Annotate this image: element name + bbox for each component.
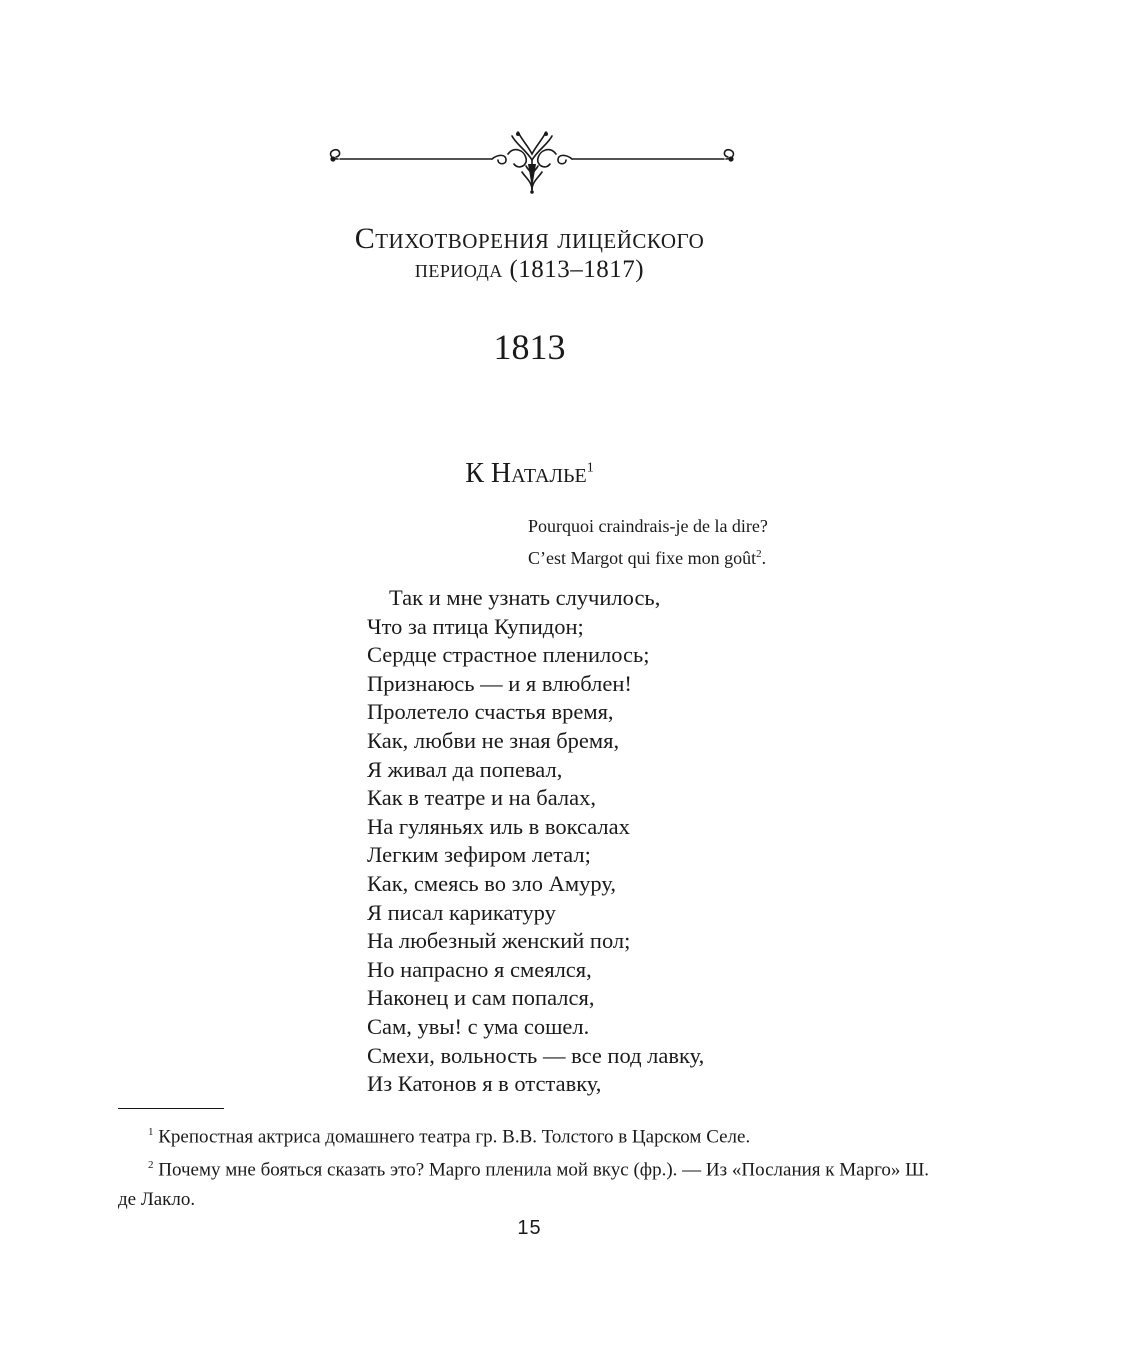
footnote-2: [118, 1151, 948, 1213]
footnote-ref-1: 1: [586, 460, 594, 476]
verse-line: Наконец и сам попался,: [367, 985, 595, 1011]
footnote-separator: [118, 1108, 224, 1109]
epigraph-line-2: [528, 540, 768, 572]
poem-verse: [367, 584, 704, 1099]
verse-line: Из Катонов я в отставку,: [367, 1071, 602, 1097]
verse-line: Но напрасно я смеялся,: [367, 956, 592, 982]
footnotes: [118, 1118, 948, 1214]
verse-line: Признаюсь — и я влюблен!: [367, 670, 632, 696]
verse-line: На любезный женский пол;: [367, 928, 631, 954]
footnote-marker: 2: [148, 1159, 154, 1172]
verse-line: Легким зефиром летал;: [367, 842, 591, 868]
poem-title-text: К Наталье: [465, 458, 587, 489]
verse-line: Сердце страстное пленилось;: [367, 642, 650, 668]
verse-line: На гуляньях иль в воксалах: [367, 813, 630, 839]
footnote-marker: 1: [148, 1126, 154, 1138]
verse-line: Я писал карикатуру: [367, 899, 556, 925]
verse-line: Как в театре и на балах,: [367, 785, 597, 811]
footnote-ref-2: 2: [756, 548, 762, 560]
verse-line: Так и мне узнать случилось,: [389, 585, 661, 610]
epigraph-line-2-text: C’est Margot qui fixe mon goût: [528, 548, 757, 568]
epigraph: [528, 512, 768, 572]
footnote-1: [118, 1118, 948, 1151]
verse-line: Я живал да попевал,: [367, 756, 563, 782]
year-heading: 1813: [493, 327, 566, 367]
poem-title: [0, 458, 1059, 490]
verse-line: Как, смеясь во зло Амуру,: [367, 870, 616, 896]
verse-line: Пролетело счастья время,: [367, 699, 614, 725]
epigraph-line-1: Pourquoi craindrais-je de la dire?: [528, 516, 768, 536]
page-number: 15: [517, 1217, 542, 1239]
ornament-divider-icon: [322, 124, 742, 196]
verse-line: Смехи, вольность — все под лавку,: [367, 1042, 705, 1068]
verse-line: Как, любви не зная бремя,: [367, 727, 620, 753]
section-title-line-1: Стихотворения лицейского: [354, 222, 705, 255]
verse-line: Сам, увы! с ума сошел.: [367, 1013, 590, 1039]
footnote-text: Крепостная актриса домашнего театра гр. В.В. Толстого в Царском Селе.: [158, 1126, 751, 1148]
epigraph-line-2-end: .: [761, 548, 767, 568]
verse-line: Что за птица Купидон;: [367, 613, 584, 639]
section-title-line-2: периода (1813–1817): [414, 256, 645, 283]
footnote-text: Почему мне бояться сказать это? Марго пленила мой вкус (фр.). — Из «Послания к Марго» Ш. де Лакло.: [118, 1159, 930, 1210]
